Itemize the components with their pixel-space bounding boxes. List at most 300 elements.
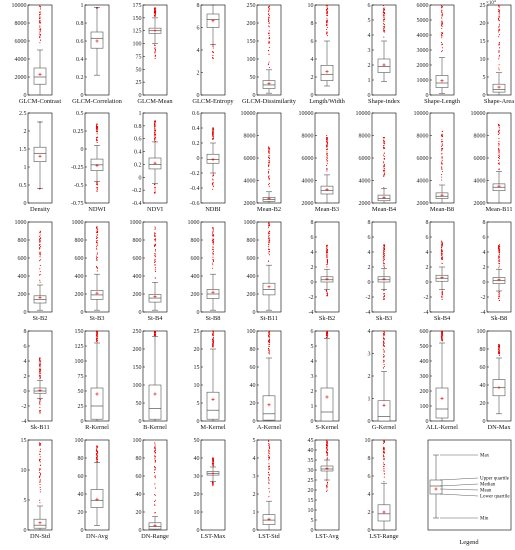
outlier-point: [498, 349, 499, 350]
boxplot-panel-33: [311, 329, 340, 431]
y-tick-label: 400: [132, 274, 142, 280]
outlier-point: [155, 461, 156, 462]
outlier-point: [212, 465, 213, 466]
y-tick-label: 4: [367, 33, 371, 39]
y-tick-label: 25: [307, 478, 314, 484]
y-tick-label: 150: [74, 329, 84, 335]
outlier-point: [383, 357, 384, 358]
outlier-point: [97, 268, 98, 269]
outlier-point: [213, 175, 214, 176]
y-tick-label: 125: [74, 344, 84, 350]
outlier-point: [154, 129, 155, 130]
outlier-point: [96, 226, 97, 227]
outlier-point: [213, 242, 214, 243]
outlier-point: [154, 44, 155, 45]
outlier-point: [269, 350, 270, 351]
outlier-point: [269, 160, 270, 161]
outlier-point: [155, 10, 156, 11]
x-axis-label: Density: [30, 206, 50, 213]
outlier-point: [39, 20, 40, 21]
outlier-point: [384, 255, 385, 256]
y-tick-label: 1: [23, 165, 27, 171]
outlier-point: [268, 33, 269, 34]
boxplot-panel-42: [308, 438, 340, 540]
y-tick-label: 2: [367, 265, 371, 271]
outlier-point: [442, 50, 443, 51]
outlier-point: [269, 235, 270, 236]
outlier-point: [154, 451, 155, 452]
y-tick-label: -4: [480, 310, 486, 316]
y-tick-label: 50: [135, 67, 142, 74]
outlier-point: [269, 336, 270, 337]
outlier-point: [384, 477, 385, 478]
outlier-point: [40, 491, 41, 492]
outlier-point: [212, 128, 213, 129]
y-tick-label: 1000: [416, 78, 429, 84]
outlier-point: [269, 149, 270, 150]
boxplot-panel-8: [417, 3, 461, 105]
outlier-point: [499, 256, 500, 257]
y-tick-label: 6: [367, 474, 371, 480]
outlier-point: [39, 482, 40, 483]
outlier-point: [327, 7, 328, 8]
y-tick-label: 0: [80, 528, 84, 534]
x-axis-label: DN-Std: [30, 533, 50, 540]
outlier-point: [213, 138, 214, 139]
outlier-point: [498, 250, 499, 251]
outlier-point: [97, 126, 98, 127]
outlier-point: [269, 466, 270, 467]
outlier-point: [40, 366, 41, 367]
outlier-point: [499, 69, 500, 70]
outlier-point: [383, 258, 384, 259]
outlier-point: [384, 361, 385, 362]
outlier-point: [384, 296, 385, 297]
outlier-point: [97, 257, 98, 258]
outlier-point: [442, 44, 443, 45]
y-tick-label: 10: [364, 438, 371, 444]
outlier-point: [383, 441, 384, 442]
outlier-point: [40, 282, 41, 283]
outlier-point: [383, 137, 384, 138]
outlier-point: [268, 64, 269, 65]
outlier-point: [213, 254, 214, 255]
legend-leader-line: [440, 478, 478, 480]
outlier-point: [268, 6, 269, 7]
outlier-point: [327, 35, 328, 36]
y-tick-label: 0.25: [73, 129, 84, 135]
outlier-point: [498, 143, 499, 144]
outlier-point: [383, 145, 384, 146]
x-axis-label: GLCM-Contrast: [18, 98, 62, 105]
outlier-point: [269, 37, 270, 38]
outlier-point: [383, 362, 384, 363]
quartile-box: [321, 388, 333, 421]
outlier-point: [213, 332, 214, 333]
y-tick-label: 400: [17, 274, 27, 280]
outlier-point: [326, 440, 327, 441]
outlier-point: [384, 366, 385, 367]
outlier-point: [269, 179, 270, 180]
y-tick-label: 0: [425, 419, 429, 425]
outlier-point: [499, 26, 500, 27]
outlier-point: [384, 350, 385, 351]
y-tick-label: 6000: [14, 39, 27, 45]
outlier-point: [97, 188, 98, 189]
outlier-point: [327, 163, 328, 164]
outlier-point: [442, 145, 443, 146]
outlier-point: [39, 459, 40, 460]
y-tick-label: 150: [246, 39, 256, 45]
outlier-point: [269, 475, 270, 476]
outlier-point: [499, 11, 500, 12]
outlier-point: [154, 226, 155, 227]
y-tick-label: 20: [249, 401, 256, 407]
outlier-point: [326, 24, 327, 25]
y-tick-label: 1: [367, 396, 371, 403]
outlier-point: [327, 143, 328, 144]
y-tick-label: 600: [17, 256, 27, 262]
outlier-point: [96, 246, 97, 247]
outlier-point: [327, 149, 328, 150]
outlier-point: [96, 127, 97, 128]
outlier-point: [212, 228, 213, 229]
y-tick-label: 6: [482, 235, 486, 241]
outlier-point: [498, 292, 499, 293]
outlier-point: [213, 52, 214, 53]
boxplot-panel-22: [188, 220, 226, 322]
boxplot-panel-23: [244, 220, 282, 322]
outlier-point: [268, 482, 269, 483]
outlier-point: [155, 278, 156, 279]
y-tick-label: 100: [132, 383, 142, 389]
y-tick-label: 30: [307, 468, 314, 474]
outlier-point: [212, 57, 213, 58]
outlier-point: [269, 153, 270, 154]
outlier-point: [154, 12, 155, 13]
outlier-point: [269, 448, 270, 449]
outlier-point: [268, 176, 269, 177]
outlier-point: [383, 454, 384, 455]
outlier-point: [155, 450, 156, 451]
outlier-point: [40, 12, 41, 13]
outlier-point: [269, 334, 270, 335]
outlier-point: [499, 24, 500, 25]
outlier-point: [327, 484, 328, 485]
legend-label: Upper quartile: [480, 476, 510, 482]
outlier-point: [155, 444, 156, 445]
boxplot-panel-43: [365, 438, 399, 540]
x-axis-label: Mean-B11: [485, 206, 513, 213]
y-tick-label: -0.6: [190, 201, 200, 207]
boxplot-panel-19: [15, 220, 53, 322]
y-tick-label: 75: [77, 374, 84, 380]
outlier-point: [441, 20, 442, 21]
outlier-point: [96, 457, 97, 458]
y-tick-label: 100: [132, 438, 142, 444]
outlier-point: [442, 171, 443, 172]
y-tick-label: 2: [23, 129, 27, 135]
outlier-point: [326, 485, 327, 486]
outlier-point: [326, 491, 327, 492]
outlier-point: [97, 245, 98, 246]
legend-box: [430, 480, 442, 494]
outlier-point: [442, 169, 443, 170]
outlier-point: [39, 401, 40, 402]
y-tick-label: 4: [252, 456, 256, 462]
boxplot-panel-13: [190, 111, 225, 213]
outlier-point: [96, 249, 97, 250]
outlier-point: [383, 297, 384, 298]
outlier-point: [213, 259, 214, 260]
x-axis-label: Sk-B8: [490, 315, 508, 322]
outlier-point: [40, 444, 41, 445]
outlier-point: [269, 6, 270, 7]
outlier-point: [442, 47, 443, 48]
y-tick-label: 50: [77, 389, 84, 395]
outlier-point: [96, 449, 97, 450]
y-tick-label: 6000: [243, 156, 256, 162]
outlier-point: [383, 16, 384, 17]
outlier-point: [212, 232, 213, 233]
outlier-point: [269, 35, 270, 36]
y-tick-label: 4: [482, 250, 486, 256]
outlier-point: [154, 505, 155, 506]
y-tick-label: 100: [74, 438, 84, 444]
outlier-point: [213, 174, 214, 175]
y-tick-label: 20: [77, 510, 84, 516]
outlier-point: [213, 338, 214, 339]
outlier-point: [212, 257, 213, 258]
y-tick-label: 0.2: [134, 162, 142, 169]
outlier-point: [212, 240, 213, 241]
y-tick-label: 5000: [416, 18, 429, 24]
outlier-point: [442, 22, 443, 23]
y-tick-label: 0: [425, 280, 429, 286]
y-tick-label: 4: [310, 57, 314, 63]
outlier-point: [212, 233, 213, 234]
outlier-point: [96, 242, 97, 243]
outlier-point: [327, 5, 328, 6]
boxplot-panel-41: [253, 438, 282, 540]
outlier-point: [498, 245, 499, 246]
y-tick-label: 0: [23, 528, 27, 534]
y-tick-label: 2: [367, 510, 371, 516]
y-tick-label: 8000: [301, 133, 314, 140]
outlier-point: [154, 132, 155, 133]
y-tick-label: 40: [479, 383, 486, 389]
outlier-point: [441, 146, 442, 147]
y-tick-label: 100: [476, 329, 486, 335]
y-tick-label: 0: [482, 419, 486, 425]
outlier-point: [441, 332, 442, 333]
outlier-point: [384, 267, 385, 268]
outlier-point: [154, 504, 155, 505]
outlier-point: [442, 131, 443, 132]
y-tick-label: 3: [310, 374, 314, 380]
outlier-point: [154, 236, 155, 237]
y-tick-label: 800: [132, 238, 142, 244]
outlier-point: [40, 252, 41, 253]
boxplot-panel-17: [414, 111, 455, 213]
x-axis-label: Length/Width: [309, 98, 345, 105]
outlier-point: [326, 32, 327, 33]
outlier-point: [499, 56, 500, 57]
outlier-point: [213, 251, 214, 252]
outlier-point: [97, 184, 98, 185]
outlier-point: [498, 50, 499, 51]
outlier-point: [384, 459, 385, 460]
y-tick-label: 4000: [473, 178, 486, 185]
outlier-point: [97, 459, 98, 460]
outlier-point: [97, 451, 98, 452]
outlier-point: [269, 353, 270, 354]
outlier-point: [326, 248, 327, 249]
outlier-point: [441, 247, 442, 248]
y-tick-label: 2.5: [19, 111, 27, 117]
outlier-point: [269, 446, 270, 447]
legend-label: Min: [480, 516, 489, 522]
outlier-point: [383, 354, 384, 355]
outlier-point: [326, 254, 327, 255]
outlier-point: [40, 271, 41, 272]
outlier-point: [268, 246, 269, 247]
outlier-point: [268, 236, 269, 237]
y-tick-label: 4000: [358, 178, 371, 185]
outlier-point: [498, 160, 499, 161]
outlier-point: [155, 134, 156, 135]
outlier-point: [326, 251, 327, 252]
outlier-point: [499, 30, 500, 31]
boxplot-panel-9: [480, 0, 515, 105]
y-tick-label: 250: [132, 329, 142, 335]
y-tick-label: 400: [419, 359, 429, 365]
y-tick-label: 20: [135, 510, 142, 516]
outlier-point: [268, 227, 269, 228]
outlier-point: [154, 234, 155, 235]
legend-label: Lower quartile: [480, 494, 510, 500]
outlier-point: [326, 445, 327, 446]
outlier-point: [499, 130, 500, 131]
y-tick-label: 5: [367, 18, 371, 24]
outlier-point: [383, 148, 384, 149]
outlier-point: [441, 7, 442, 8]
y-tick-label: 0: [138, 175, 142, 182]
outlier-point: [213, 229, 214, 230]
outlier-point: [212, 55, 213, 56]
outlier-point: [498, 163, 499, 164]
y-tick-label: 4000: [243, 178, 256, 185]
x-axis-label: Shape-Area: [483, 98, 515, 105]
outlier-point: [40, 246, 41, 247]
y-tick-label: 0: [252, 93, 256, 99]
y-tick-label: 200: [17, 292, 27, 298]
outlier-point: [268, 456, 269, 457]
outlier-point: [154, 253, 155, 254]
legend-label: Median: [480, 482, 496, 488]
outlier-point: [383, 245, 384, 246]
y-tick-label: 40: [77, 492, 84, 498]
outlier-point: [154, 255, 155, 256]
outlier-point: [96, 453, 97, 454]
outlier-point: [384, 332, 385, 333]
outlier-point: [441, 158, 442, 159]
y-tick-label: 250: [246, 3, 256, 9]
y-tick-label: 2: [252, 492, 256, 498]
y-tick-label: 6000: [416, 3, 429, 9]
boxplot-panel-34: [368, 329, 397, 431]
outlier-point: [383, 466, 384, 467]
outlier-point: [97, 336, 98, 337]
outlier-point: [212, 189, 213, 190]
outlier-point: [268, 20, 269, 21]
outlier-point: [442, 23, 443, 24]
outlier-point: [499, 254, 500, 255]
outlier-point: [40, 34, 41, 35]
outlier-point: [212, 268, 213, 269]
y-tick-label: 0.5: [76, 111, 84, 117]
y-tick-label: 400: [74, 274, 84, 280]
outlier-point: [441, 149, 442, 150]
boxplot-panel-2: [72, 3, 123, 105]
outlier-point: [268, 177, 269, 178]
outlier-point: [326, 169, 327, 170]
outlier-point: [383, 452, 384, 453]
y-tick-label: 0.6: [134, 136, 142, 143]
outlier-point: [39, 500, 40, 501]
y-tick-label: 5: [196, 401, 200, 407]
outlier-point: [39, 502, 40, 503]
y-tick-label: 2000: [14, 75, 27, 81]
boxplot-panel-31: [194, 329, 226, 431]
y-tick-label: 125: [132, 28, 142, 35]
legend-label: Mean: [480, 488, 492, 494]
outlier-point: [39, 27, 40, 28]
outlier-point: [499, 266, 500, 267]
outlier-point: [96, 267, 97, 268]
outlier-point: [442, 299, 443, 300]
outlier-point: [499, 252, 500, 253]
outlier-point: [499, 344, 500, 345]
outlier-point: [498, 258, 499, 259]
outlier-point: [499, 64, 500, 65]
outlier-point: [498, 141, 499, 142]
legend-leader-line: [440, 484, 478, 486]
outlier-point: [327, 161, 328, 162]
y-tick-label: 2: [482, 265, 486, 271]
outlier-point: [155, 50, 156, 51]
y-tick-label: 6: [310, 39, 314, 45]
outlier-point: [326, 140, 327, 141]
outlier-point: [155, 449, 156, 450]
outlier-point: [155, 452, 156, 453]
outlier-point: [39, 378, 40, 379]
outlier-point: [383, 462, 384, 463]
outlier-point: [383, 176, 384, 177]
outlier-point: [268, 151, 269, 152]
outlier-point: [213, 249, 214, 250]
y-tick-label: 15: [479, 39, 486, 45]
quartile-box: [149, 385, 161, 419]
y-tick-label: 100: [419, 404, 429, 410]
y-tick-label: 6000: [301, 156, 314, 162]
outlier-point: [213, 234, 214, 235]
outlier-point: [498, 346, 499, 347]
outlier-point: [499, 16, 500, 17]
outlier-point: [442, 14, 443, 15]
outlier-point: [212, 483, 213, 484]
outlier-point: [326, 151, 327, 152]
